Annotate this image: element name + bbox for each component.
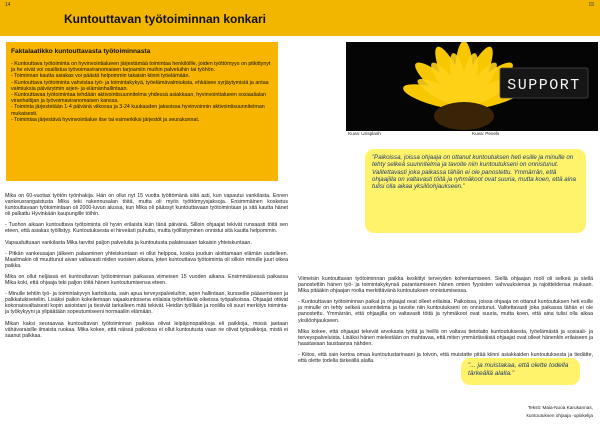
fact-item: - Toiminta järjestetään 1-4 päivänä viikossa ja 3-24 kuukauden jaksoissa hyvinvoinnin aktivointisuunnitelman mukaisesti.	[11, 104, 265, 117]
support-photo	[346, 42, 598, 131]
fact-item: - Kuntouttava työtoiminta vahvistaa työ- ja toimintakykyä, työelämävalmiuksia, ehkäisee syrjäytymistä ja antaa valmiuksia päivärytmin arjen- ja elämänhallintaan.	[11, 79, 269, 92]
page-number-right: 15	[588, 2, 594, 8]
support-sign-text: SUPPORT	[507, 77, 581, 94]
quote-bubble-small: ”... ja muistakaa, että olette todella tärkeällä alalla.”	[461, 358, 580, 385]
paragraph: Vapauduttuaan vankilasta Mika tarvitsi paljon palveluita ja kuntoutusta palatessaan takaisin yhteiskuntaan.	[5, 239, 252, 246]
paragraph: Mika on 60-vuotias työtön työnhakija. Hän on ollut nyt 15 vuotta työttömänä siitä asti, kun vapautui vankilasta. Ennen vankeusrangaistusta Mika teki rakennusalan töitä, mutta oli myös työttömyysjaksoja. Ensimmäinen kosketus kuntouttavaan työtoimintaan oli 2000-luvun alussa, kun Mika oli päässyt kuntouttavaan työtoimintaan ja sitä kautta hänet oli palkattu Hyvinkään kaupungille töihin.	[5, 193, 288, 218]
paragraph: Viimeisin kuntouttavan työtoiminnan paikka keskittyi terveyden kohentamiseen. Siellä ohjaajan rooli oli selkeä ja siellä panostettiin hänen työ- ja toimintakykynsä parantamiseen hänen omien fyysisten vahvuuksiensa ja rajoitteidensa mukaan. Mika pitääkin ohjaajan roolia merkittävänä kuntoutuksen onnistumisessa.	[298, 276, 593, 295]
paragraph: Mika on ollut neljässä eri kuntouttavan työtoiminnan paikassa viimeisen 15 vuoden aikana. Ensimmäisessä paikassa Mika koki, että ohjaaja teki paljon töitä hänen kuntoutumisensa eteen.	[5, 273, 288, 287]
paragraph: - Kuntouttavan työtoiminnan paikat ja ohjaajat ovat olleet erilaisia. Paikoissa, joissa ohjaaja on ottanut kuntoutuksen heti esille ja minulle on tehty selkeä suunnitelma ja tavoite niin kuntoutukseni on onnistunut. Valitettavasti joka paikassa tähän ei ole panostettu. Ymmärrän, että ohjaajilla on valtavasti töitä ja ryhmäkoot ovat suuria, mutta koen, että aina tulisi olla aikaa yksilöohjaukseen.	[298, 299, 593, 324]
page-number-left: 14	[5, 2, 11, 8]
page-title: Kuntouttavan työtoiminnan konkari	[64, 12, 267, 26]
credits-line: kuntoutuksen ohjaaja -opiskelija	[526, 413, 593, 418]
fact-item: - Toiminnan kautta asiakas voi päästä helpommin takaisin kiinni työelämään.	[11, 73, 190, 80]
article-column-right	[298, 276, 593, 369]
paragraph: - Kiitos, että sain kertoa omaa kuntoutustarinaani ja toivon, että muistatte pitää kiinni asiakkaiden kuntoutuksesta ja tiedätte, että olette todella tärkeällä alalla.	[298, 351, 593, 365]
fact-box-title: Faktalaatikko kuntouttavasta työtoiminnasta	[11, 48, 151, 55]
photo-caption-left: Kuva: Unsplash	[348, 131, 381, 136]
fact-item: - Kuntouttavaa työtoimintaa tehdään aktivointisuunnitelma yhdessä asiakkaan, hyvinvointialueen sosiaalialan viranhaltijan ja työvoimaviranomaisen kanssa.	[11, 92, 266, 105]
paragraph: Mika kokee, että ohjaajat tekevät arvokasta työtä ja heillä on valtava tietotaito kuntoutuksesta, työelämästä ja sosiaali- ja terveyspalveluista. Lisäksi hänen mielestään on mahtavaa, että miten ymmärtäväisiä ohjaajat ovat olleet hänenkin erilaiseen ja haastavaan taustaansa nähden.	[298, 328, 593, 347]
paragraph: - Pitkän vankeusajan jälkeen palaaminen yhteiskuntaan ei ollut helppoa, koska jouduin aloittamaan elämän uudelleen. Maailmakin oli muuttunut aivan valtavasti niiden vuosien aikana, joten kuntouttava työtoiminta oli silloin minulle juuri oikea paikka.	[5, 250, 288, 269]
article-column-left	[5, 193, 288, 344]
fact-box	[6, 42, 278, 181]
sunflower-image	[346, 42, 598, 131]
fact-list	[11, 61, 273, 123]
credits-line: Teksti: Maia-Nooa Karukannas,	[527, 405, 593, 410]
paragraph: - Minulle tehtiin työ- ja toimintakyvyn kartoitusta, sain apua terveyspalveluihin, arjen hallintaan, kursseille pääsemiseen ja palkkatukiseteliin. Lisäksi paikin kokeilemaan vajaakuntoisena erilaisia työtehtäviä oikeissa työpaikoissa. Ohjaajat ottivat kokonaisvaltaisesti kopin asioistani ja tiesivät tarkalleen mitä tekivät. Heidän työllään ja roolilla oli suuri merkitys toiminta- ja työkykyyni ja ylipäätään sopeutumiseeni normaaliin elämään.	[5, 291, 288, 316]
fact-item: - Kuntouttava työtoiminta on hyvinvointialueen järjestämää toimintaa henkilöille, joiden työttömyys on pitkittynyt ja he eivät voi osallistua työvoimaviranomaisen tarjoamiin muihin palveluihin tai työhön.	[11, 61, 271, 74]
paragraph: Mikan kaksi seuraavaa kuntouttavan työtoiminnan paikkaa olivat leipäjonopaikkoja eli paikkoja, missä jaetaan vähävaraisille ilmaista ruokaa. Mika kokee, että näissä paikoissa ei ollut kuntoutusta vaan ne olivat työpaikkoja, mistä ei saanut palkkaa.	[5, 320, 288, 339]
photo-caption-right: Kuva: Pexels	[472, 131, 500, 136]
author-credits	[480, 404, 593, 420]
fact-item: - Toimintaa järjestävä hyvinvointialue itse tai esimerkiksi järjestöt ja seurakunnat.	[11, 116, 200, 123]
quote-bubble: ”Paikoissa, joissa ohjaaja on ottanut kuntoutuksen heti esille ja minulle on tehty selkeä suunnitelma ja tavoite niin kuntoutukseni on onnistunut. Valitettavasti joka paikassa tähän ei ole panostettu. Ymmärrän, että ohjaajilla on valtavasti töitä ja ryhmäkoot ovat suuria, mutta koen, että aina tulisi olla aikaa yksilöohjaukseen.”	[365, 149, 586, 233]
paragraph: - Tuohon aikaan kuntouttava työtoiminta oli hyvin erilaista kuin tänä päivänä. Silloin ohjaajat tekivät runsaasti töitä sen eteen, että asiakas työllistyy. Kuntoutuksesta ei hirveästi puhuttu, mutta työllistyminen onnistui sitä kautta helpommin.	[5, 222, 288, 235]
